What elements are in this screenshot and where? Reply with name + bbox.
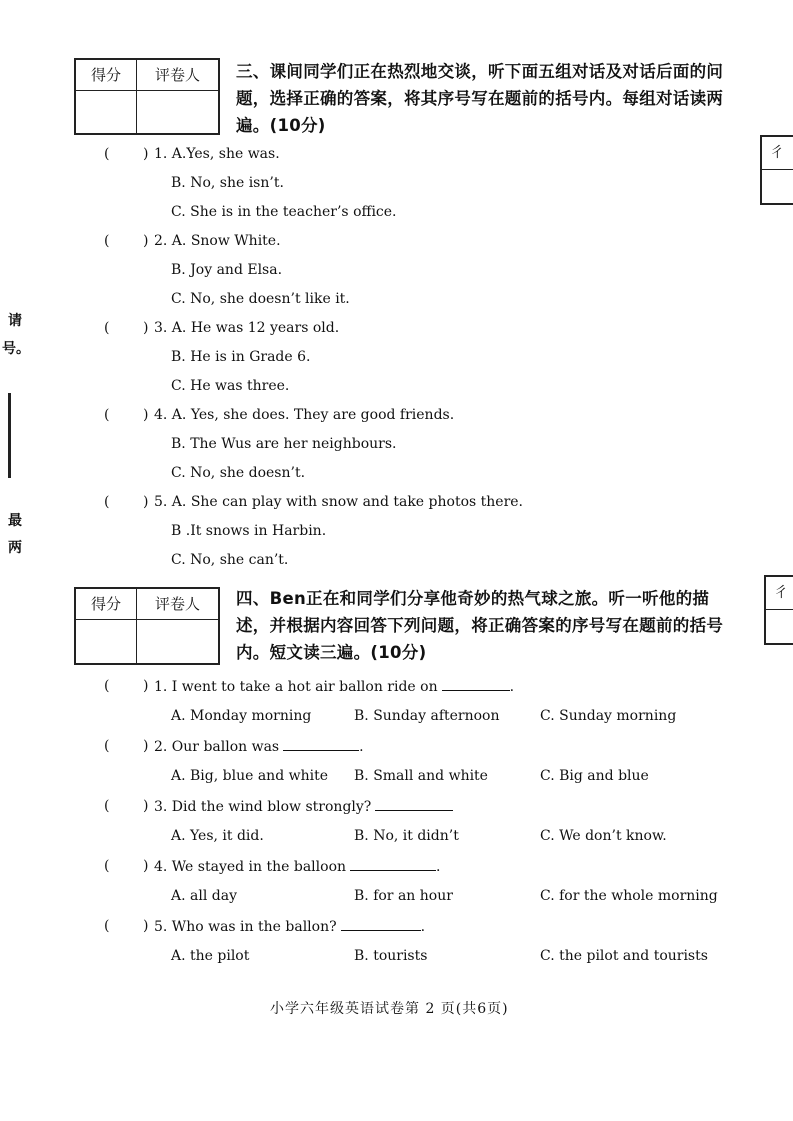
answer-bracket-close: ) xyxy=(143,738,149,754)
answer-bracket-open: ( xyxy=(104,738,110,754)
question-stem-end: . xyxy=(420,919,426,935)
answer-bracket-open: ( xyxy=(104,918,110,934)
answer-bracket-open: ( xyxy=(104,494,110,510)
fill-blank[interactable] xyxy=(283,738,359,751)
fill-blank[interactable] xyxy=(350,858,436,871)
answer-bracket-close: ) xyxy=(143,494,149,510)
question-stem-text: 1. I went to take a hot air ballon ride on xyxy=(154,679,438,695)
option-text: 1. A.Yes, she was. xyxy=(154,146,280,162)
answer-bracket-close: ) xyxy=(143,146,149,162)
answer-slot[interactable] xyxy=(112,320,140,338)
question-stem-text: 4. We stayed in the balloon xyxy=(154,859,347,875)
question-stem-text: 3. Did the wind blow strongly? xyxy=(154,799,372,815)
answer-bracket-open: ( xyxy=(104,233,110,249)
option-text: B. tourists xyxy=(354,948,428,964)
score-cell[interactable] xyxy=(75,619,137,664)
question-stem xyxy=(154,918,425,935)
answer-slot[interactable] xyxy=(112,798,140,816)
question-stem-text: 5. Who was in the ballon? xyxy=(154,919,337,935)
option-text: A. all day xyxy=(171,888,237,904)
option-text: A. the pilot xyxy=(171,948,250,964)
answer-bracket-close: ) xyxy=(143,407,149,423)
option-text: B. for an hour xyxy=(354,888,453,904)
question-stem-end: . xyxy=(359,739,364,755)
question-stem-end: . xyxy=(436,859,441,875)
answer-bracket-open: ( xyxy=(104,407,110,423)
answer-bracket-close: ) xyxy=(143,320,149,336)
question-stem-text: 2. Our ballon was xyxy=(154,739,280,755)
option-text: B. Sunday afternoon xyxy=(354,708,500,724)
option-text: C. No, she doesn’t like it. xyxy=(171,291,350,307)
grader-cell[interactable] xyxy=(137,90,220,134)
option-text: C. He was three. xyxy=(171,378,290,394)
answer-bracket-close: ) xyxy=(143,233,149,249)
answer-slot[interactable] xyxy=(112,678,140,696)
question-stem-end: . xyxy=(509,679,515,695)
grader-cell[interactable] xyxy=(137,619,220,664)
option-text: A. Big, blue and white xyxy=(171,768,328,784)
option-text: C. No, she can’t. xyxy=(171,552,289,568)
option-text: 2. A. Snow White. xyxy=(154,233,281,249)
question-stem xyxy=(154,678,514,695)
option-text: A. Monday morning xyxy=(171,708,312,724)
option-text: A. Yes, it did. xyxy=(171,828,264,844)
answer-slot[interactable] xyxy=(112,738,140,756)
answer-bracket-open: ( xyxy=(104,146,110,162)
answer-bracket-close: ) xyxy=(143,858,149,874)
grader-label: 评卷人 xyxy=(137,59,220,90)
option-text: B .It snows in Harbin. xyxy=(171,523,327,539)
side-mark: 请 xyxy=(8,313,22,329)
fill-blank[interactable] xyxy=(341,918,421,931)
score-box-section4 xyxy=(74,587,220,665)
side-mark: 最 xyxy=(8,513,22,529)
score-cell[interactable] xyxy=(75,90,137,134)
option-text: B. Joy and Elsa. xyxy=(171,262,283,278)
option-text: 5. A. She can play with snow and take photos there. xyxy=(154,494,523,510)
option-text: 3. A. He was 12 years old. xyxy=(154,320,340,336)
question-stem xyxy=(154,798,453,815)
option-text: C. the pilot and tourists xyxy=(540,948,708,964)
score-box-section3 xyxy=(74,58,220,135)
option-text: B. No, it didn’t xyxy=(354,828,459,844)
fill-blank[interactable] xyxy=(442,678,510,691)
option-text: B. The Wus are her neighbours. xyxy=(171,436,397,452)
answer-slot[interactable] xyxy=(112,494,140,512)
answer-bracket-open: ( xyxy=(104,678,110,694)
answer-slot[interactable] xyxy=(112,858,140,876)
score-label: 得分 xyxy=(75,59,137,90)
option-text: C. Big and blue xyxy=(540,768,649,784)
fill-blank[interactable] xyxy=(375,798,453,811)
answer-bracket-open: ( xyxy=(104,858,110,874)
page-footer: 小学六年级英语试卷第 2 页(共6页) xyxy=(270,1001,509,1017)
edge-box: 彳 xyxy=(764,575,793,645)
option-text: 4. A. Yes, she does. They are good friends. xyxy=(154,407,455,423)
answer-bracket-close: ) xyxy=(143,798,149,814)
option-text: B. He is in Grade 6. xyxy=(171,349,311,365)
question-stem xyxy=(154,858,440,875)
answer-slot[interactable] xyxy=(112,146,140,164)
option-text: C. We don’t know. xyxy=(540,828,667,844)
answer-slot[interactable] xyxy=(112,407,140,425)
edge-box: 彳 xyxy=(760,135,793,205)
answer-bracket-close: ) xyxy=(143,918,149,934)
answer-slot[interactable] xyxy=(112,918,140,936)
answer-bracket-open: ( xyxy=(104,320,110,336)
option-text: C. for the whole morning xyxy=(540,888,718,904)
side-mark: 两 xyxy=(8,540,22,556)
option-text: B. No, she isn’t. xyxy=(171,175,284,191)
option-text: C. No, she doesn’t. xyxy=(171,465,306,481)
option-text: B. Small and white xyxy=(354,768,488,784)
answer-bracket-close: ) xyxy=(143,678,149,694)
side-cut-line xyxy=(8,393,11,478)
answer-slot[interactable] xyxy=(112,233,140,251)
section4-title: 四、Ben正在和同学们分享他奇妙的热气球之旅。听一听他的描述，并根据内容回答下列问题，将正确答案的序号写在题前的括号内。短文读三遍。(10分) xyxy=(236,589,724,662)
question-stem xyxy=(154,738,364,755)
score-label: 得分 xyxy=(75,588,137,619)
option-text: C. Sunday morning xyxy=(540,708,677,724)
side-mark: 号。 xyxy=(2,341,30,357)
grader-label: 评卷人 xyxy=(137,588,220,619)
answer-bracket-open: ( xyxy=(104,798,110,814)
option-text: C. She is in the teacher’s office. xyxy=(171,204,397,220)
section3-title: 三、课间同学们正在热烈地交谈，听下面五组对话及对话后面的问题，选择正确的答案，将其序号写在题前的括号内。每组对话读两遍。(10分) xyxy=(236,62,724,135)
